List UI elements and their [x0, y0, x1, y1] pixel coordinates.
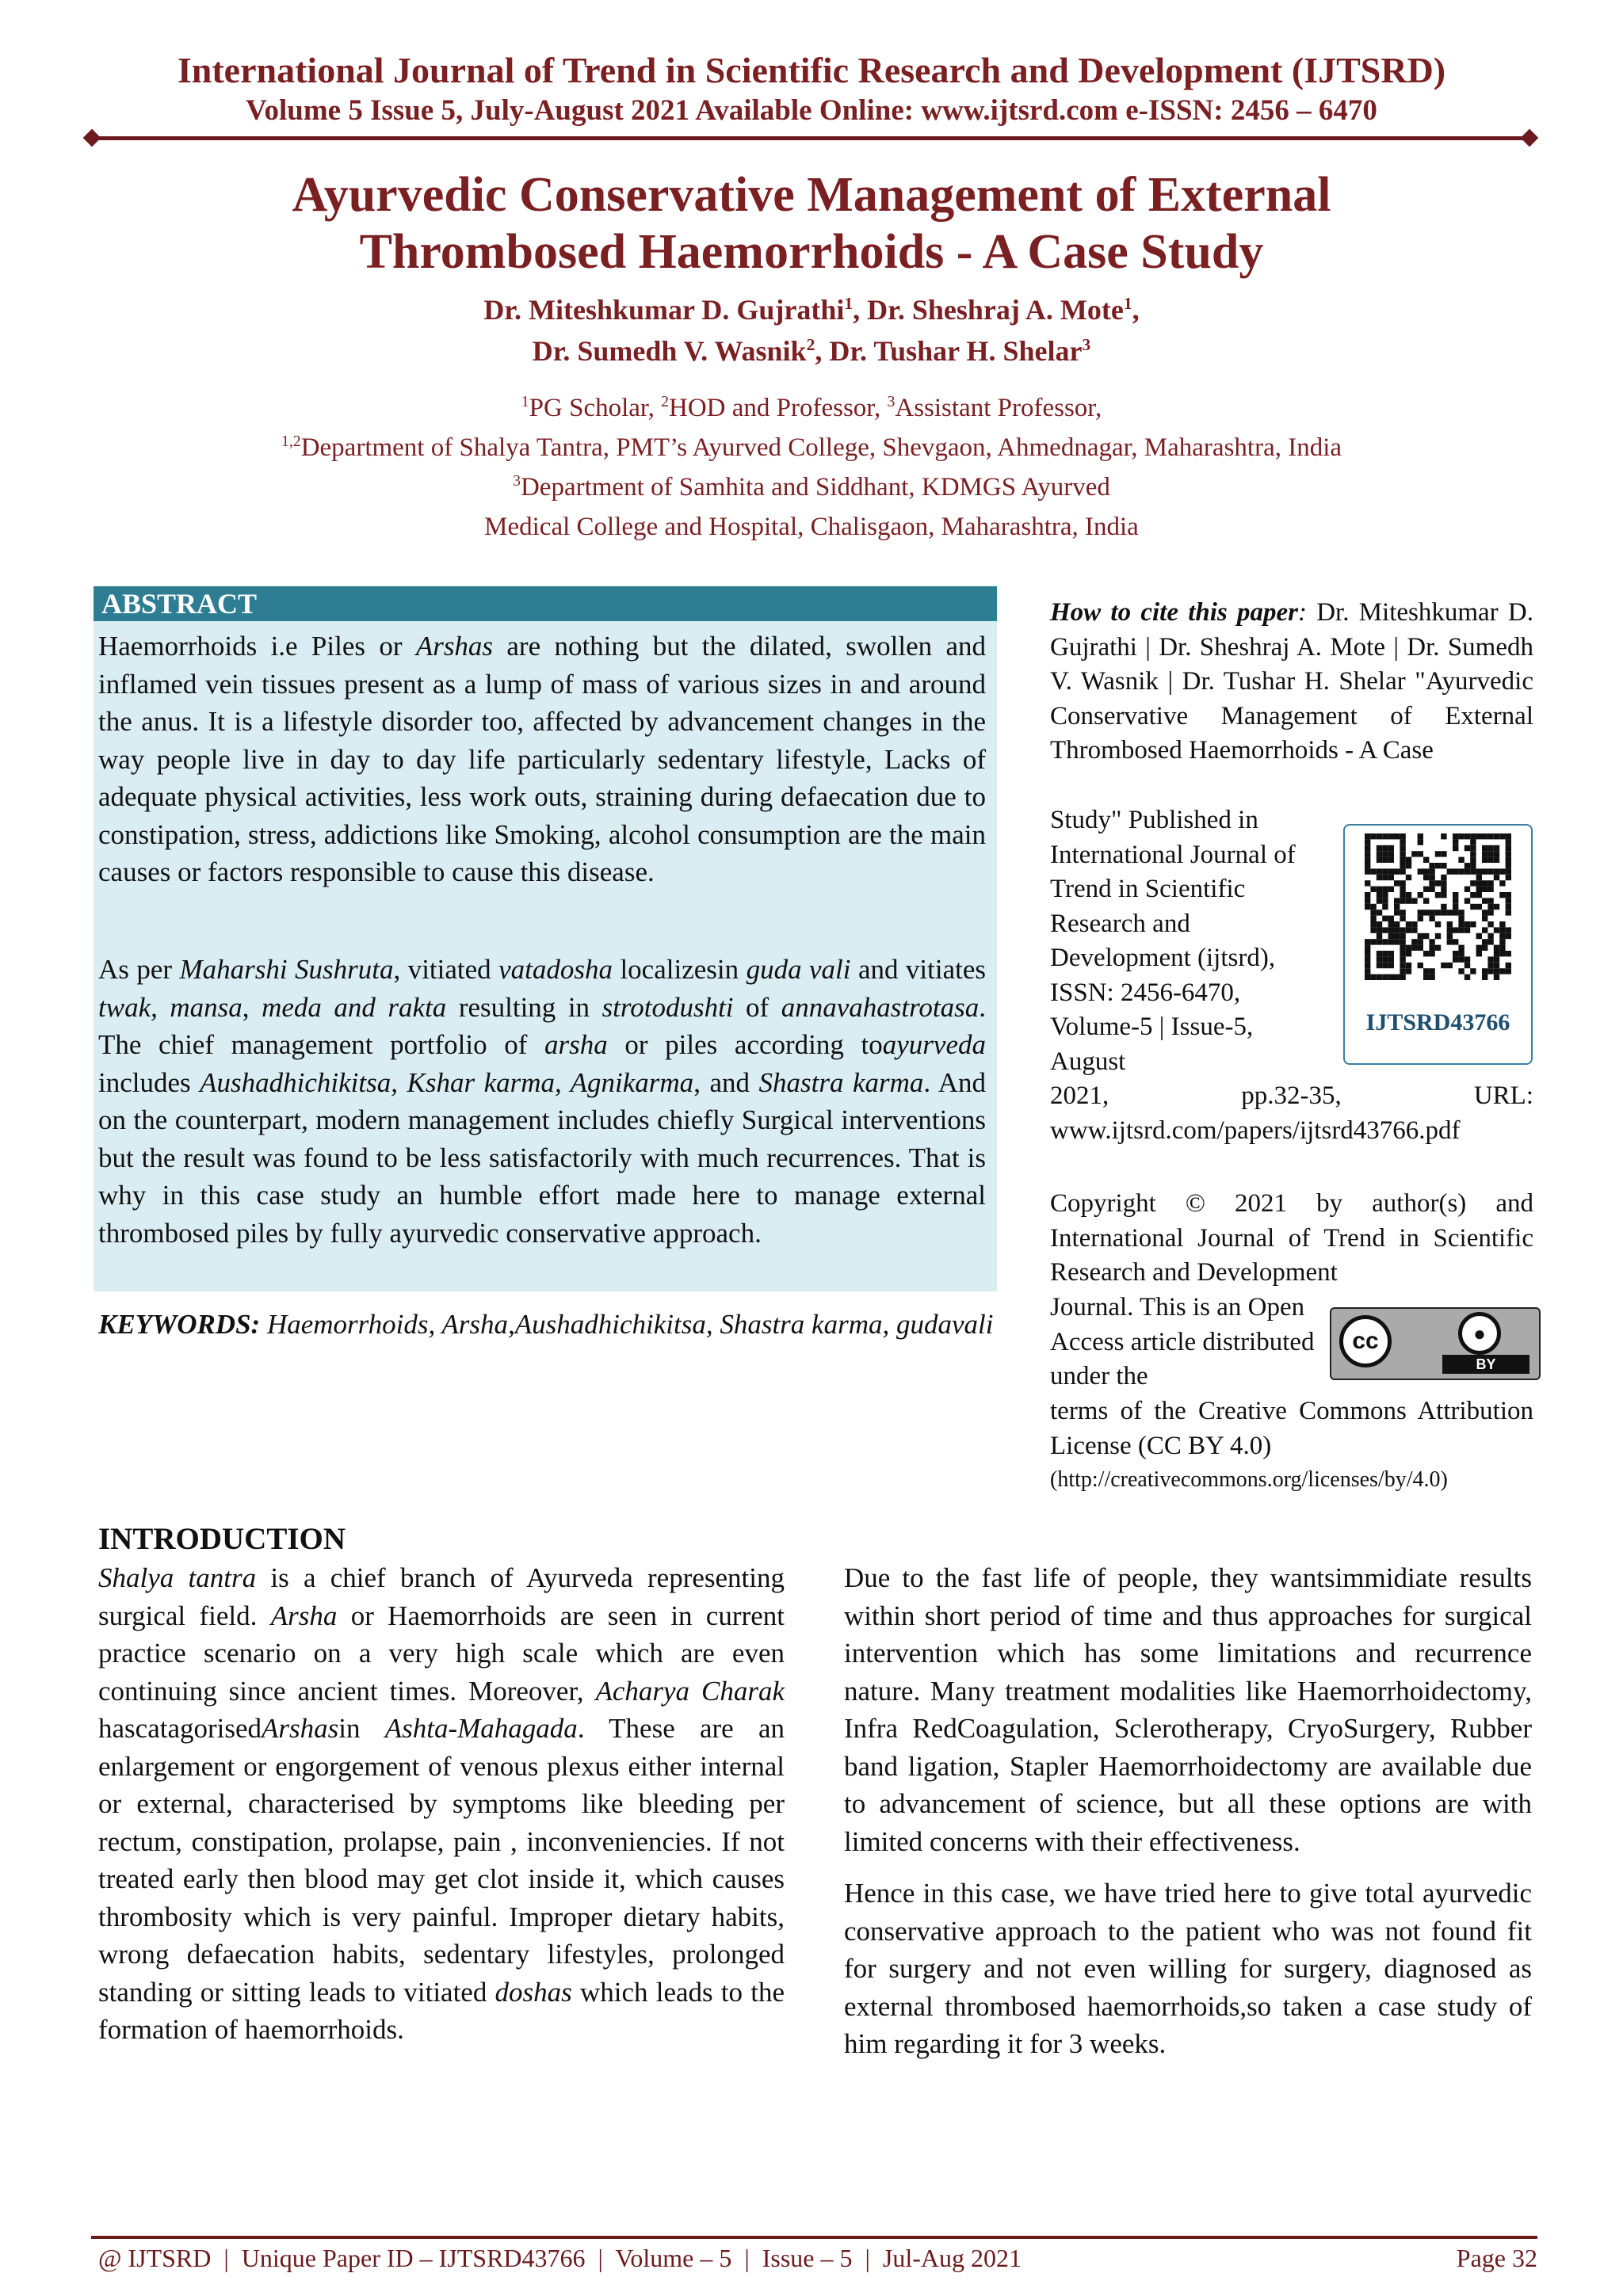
- copyright-text-narrow: Journal. This is an Open Access article distributed under the: [1050, 1293, 1315, 1390]
- paper-title-line1: Ayurvedic Conservative Management of External: [292, 168, 1331, 222]
- affiliation-dept-3: [0, 467, 1623, 507]
- text-run: As per: [98, 954, 180, 985]
- author-name: Dr. Sheshraj A. Mote: [867, 294, 1124, 326]
- affiliation-sup: 1: [521, 393, 529, 410]
- italic-term: arsha: [544, 1029, 608, 1060]
- italic-term: ayurveda: [882, 1029, 986, 1060]
- header-rule-end-right: [1521, 129, 1539, 147]
- affiliation-role: PG Scholar,: [529, 394, 662, 422]
- journal-title: International Journal of Trend in Scientific Research and Development (IJTSRD): [177, 50, 1446, 90]
- italic-term: doshas: [495, 1976, 572, 2008]
- introduction-paragraph-3: Hence in this case, we have tried here to give total ayurvedic conservative approach to the patient who was not found fit for surgery and not even willing for surgery, diagnosed as external thrombosed haemorrhoids,so taken a case study of him regarding it for 3 weeks.: [844, 1878, 1532, 2059]
- abstract-paragraph-1: [98, 627, 986, 891]
- text-run: hascatagorised: [98, 1713, 262, 1744]
- author-name: Dr. Sumedh V. Wasnik: [532, 335, 807, 367]
- affiliation-text: Department of Shalya Tantra, PMT’s Ayurved College, Shevgaon, Ahmednagar, Maharashtra, India: [300, 433, 1342, 462]
- text-run: . The chief management portfolio of: [98, 991, 987, 1060]
- italic-term: Arsha: [270, 1600, 338, 1631]
- text-run: . These are an enlargement or engorgement of venous plexus either internal or external, characterised by symptoms like bleeding per rectum, constipation, prolapse, pain , inconveniencies. If not treated early then blood may get clot inside it, which causes thrombosity which is very painful. Improper dietary habits, wrong defaecation habits, sedentary lifestyles, prolonged standing or sitting leads to vitiated: [98, 1713, 785, 2008]
- citation-narrow: [1050, 803, 1312, 1079]
- italic-term: Maharshi Sushruta: [179, 954, 394, 985]
- abstract-heading-text: ABSTRACT: [101, 588, 258, 620]
- text-run: is a chief branch of Ayurveda representing surgical field.: [98, 1562, 785, 1631]
- text-run: and vitiates: [850, 954, 987, 985]
- qr-code-box: [1343, 824, 1533, 1065]
- author-name: Dr. Miteshkumar D. Gujrathi: [483, 294, 845, 326]
- italic-term: Ashta-Mahagada: [384, 1713, 578, 1744]
- text-run: of: [733, 991, 781, 1023]
- text-run: Haemorrhoids i.e Piles or: [98, 631, 416, 662]
- text-run: in: [338, 1713, 385, 1744]
- header-rule: [91, 136, 1529, 140]
- text-run: ,: [242, 991, 262, 1023]
- affiliation-sup: 3: [513, 472, 521, 490]
- text-run: localizesin: [613, 954, 747, 985]
- italic-term: meda and rakta: [262, 991, 447, 1023]
- introduction-paragraph-2: Due to the fast life of people, they wantsimmidiate results within short period of time and thus approaches for surgical intervention which has some limitations and recurrence nature. Many treatment modalities like Haemorrhoidectomy, Infra RedCoagulation, Sclerotherapy, CryoSurgery, Rubber band ligation, Stapler Haemorrhoidectomy are available due to advancement of science, but all these options are with limited concerns with their effectiveness.: [844, 1562, 1532, 1857]
- page-number: Page 32: [1456, 2244, 1537, 2272]
- affiliation-dept-3-line2: Medical College and Hospital, Chalisgaon, Maharashtra, India: [484, 513, 1139, 541]
- citation-top: [1050, 596, 1533, 769]
- abstract-paragraph-2: [98, 951, 986, 1252]
- italic-term: twak, mansa: [98, 991, 242, 1023]
- italic-term: Shalya tantra: [98, 1562, 257, 1593]
- cc-by-badge: [1330, 1307, 1541, 1380]
- affiliation-role: Assistant Professor,: [895, 394, 1102, 422]
- introduction-heading: INTRODUCTION: [98, 1522, 346, 1556]
- introduction-right-column: [844, 1559, 1532, 2063]
- text-run: includes: [98, 1066, 200, 1098]
- italic-term: Arshas: [262, 1713, 339, 1744]
- affiliations: [0, 388, 1623, 547]
- affiliation-dept-12: [0, 428, 1623, 467]
- italic-term: Acharya Charak: [595, 1675, 785, 1707]
- introduction-left-column: [98, 1559, 785, 2049]
- qr-code-label: IJTSRD43766: [1365, 1009, 1510, 1035]
- introduction-paragraph-1: [98, 1559, 785, 2049]
- affiliation-roles: [0, 388, 1623, 428]
- author-sup: 3: [1082, 335, 1091, 354]
- paper-title: [0, 166, 1623, 280]
- text-run: or piles according to: [607, 1029, 883, 1060]
- author-sup: 2: [806, 335, 815, 354]
- journal-issue-line: Volume 5 Issue 5, July-August 2021 Available Online: www.ijtsrd.com e-ISSN: 2456 – 6470: [246, 94, 1377, 127]
- text-run: , and: [693, 1066, 759, 1098]
- citation-label: How to cite this paper: [1050, 598, 1298, 627]
- copyright-bottom: [1050, 1394, 1533, 1463]
- citation-text-top: Dr. Miteshkumar D. Gujrathi | Dr. Sheshraj A. Mote | Dr. Sumedh V. Wasnik | Dr. Tushar H. Shelar "Ayurvedic Conservative Management of External Thrombosed Haemorrhoids - A Case: [1050, 598, 1533, 765]
- italic-term: Arshas: [415, 631, 494, 662]
- qr-code-icon: [1365, 833, 1511, 1000]
- copyright-text-bottom: terms of the Creative Commons Attribution License (CC BY 4.0): [1050, 1397, 1533, 1460]
- text-run: which leads to the formation of haemorrhoids.: [98, 1976, 785, 2045]
- author-sup: 1: [1123, 294, 1132, 313]
- author-name: Dr. Tushar H. Shelar: [829, 335, 1083, 367]
- cc-icon: cc: [1339, 1315, 1392, 1367]
- text-run: are nothing but the dilated, swollen and inflamed vein tissues present as a lump of mass of various sizes in and around the anus. It is a lifestyle disorder too, affected by advancement changes in the way people live in day to day life particularly sedentary lifestyle, Lacks of adequate physical activities, less work outs, straining during defaecation due to constipation, stress, addictions like Smoking, alcohol consumption are the main causes or factors responsible to cause this disease.: [98, 631, 986, 887]
- paper-title-line2: Thrombosed Haemorrhoids - A Case Study: [359, 225, 1264, 279]
- citation-text-narrow: Study" Published in International Journal of Trend in Scientific Research and Development (ijtsrd), ISSN: 2456-6470, Volume-5 | Issue-5, August: [1050, 806, 1296, 1076]
- text-run: or Haemorrhoids are seen in current practice scenario on a very high scale which are even continuing since ancient times. Moreover,: [98, 1600, 785, 1707]
- affiliation-role: HOD and Professor,: [668, 394, 888, 422]
- affiliation-sup: 3: [887, 393, 896, 410]
- author-sup: 1: [844, 294, 854, 313]
- italic-term: vatadosha: [498, 954, 613, 985]
- copyright-narrow: [1050, 1291, 1323, 1394]
- header-rule-end-left: [83, 129, 101, 147]
- italic-term: Shastra karma: [758, 1066, 924, 1098]
- text-run: resulting in: [446, 991, 602, 1023]
- copyright-top: [1050, 1187, 1533, 1291]
- keywords-text: Haemorrhoids, Arsha,Aushadhichikitsa, Shastra karma, gudavali: [260, 1309, 994, 1340]
- citation-text-bottom: 2021, pp.32-35, URL: www.ijtsrd.com/papers/ijtsrd43766.pdf: [1050, 1081, 1533, 1145]
- keywords-label: KEYWORDS:: [98, 1309, 261, 1340]
- citation-bottom: [1050, 1079, 1533, 1148]
- citation-colon: :: [1297, 598, 1307, 627]
- text-run: , vitiated: [393, 954, 499, 985]
- copyright-url: (http://creativecommons.org/licenses/by/4.0): [1050, 1467, 1448, 1492]
- copyright-text-top: Copyright © 2021 by author(s) and International Journal of Trend in Scientific Research and Development: [1050, 1189, 1533, 1287]
- affiliation-sup: 2: [661, 393, 669, 410]
- by-person-icon: ●: [1458, 1312, 1501, 1355]
- abstract-heading: [94, 586, 997, 621]
- footer-rule: [91, 2236, 1537, 2239]
- italic-term: strotodushti: [601, 991, 734, 1023]
- italic-term: Aushadhichikitsa, Kshar karma, Agnikarma: [200, 1066, 694, 1098]
- italic-term: annavahastrotasa: [781, 991, 980, 1023]
- affiliation-text: Department of Samhita and Siddhant, KDMGS Ayurved: [520, 473, 1110, 502]
- keywords: [98, 1307, 994, 1342]
- footer-left: @ IJTSRD | Unique Paper ID – IJTSRD43766 | Volume – 5 | Issue – 5 | Jul-Aug 2021: [98, 2244, 1022, 2272]
- italic-term: guda vali: [746, 954, 851, 985]
- by-label: BY: [1442, 1355, 1529, 1374]
- affiliation-sup: 1,2: [281, 433, 301, 450]
- author-list: Dr. Miteshkumar D. Gujrathi$^1$, Dr. Sheshraj A. Mote$^1$, Dr. Sumedh V. Wasnik$^2$, Dr. Tushar H. Shelar$^3$: [483, 294, 1140, 367]
- text-run: . And on the counterpart, modern management includes chiefly Surgical interventions but the result was found to be less satisfactorily with much recurrences. That is why in this case study an humble effort made here to manage external thrombosed piles by fully ayurvedic conservative approach.: [98, 1066, 986, 1249]
